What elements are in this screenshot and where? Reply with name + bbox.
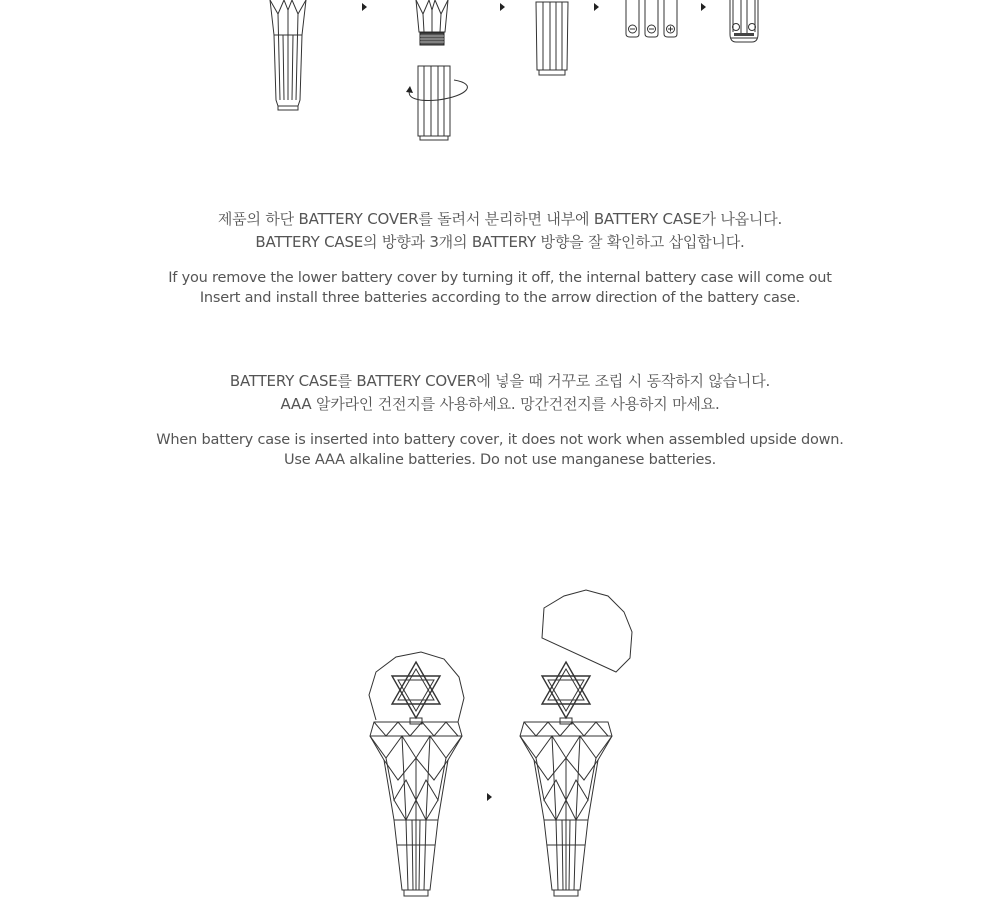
lightstick-assembled-illustration (366, 650, 466, 902)
lightstick-dome-removed-illustration (516, 650, 616, 902)
lightstick-cover-removed-illustration (414, 0, 450, 48)
battery-case-inserted-illustration (728, 0, 760, 46)
instruction-en-line-1: If you remove the lower battery cover by turning it off, the internal battery case will come out (168, 270, 832, 286)
step-arrow-icon (500, 3, 505, 11)
warning-en-line-1: When battery case is inserted into battery cover, it does not work when assembled upside down. (156, 432, 844, 448)
step-arrow-icon (487, 793, 492, 801)
warning-ko-line-2: AAA 알카라인 건전지를 사용하세요. 망간건전지를 사용하지 마세요. (280, 395, 720, 413)
batteries-illustration (624, 0, 680, 40)
instruction-ko-line-2: BATTERY CASE의 방향과 3개의 BATTERY 방향을 잘 확인하고 삽입합니다. (255, 233, 745, 251)
lightstick-lower-body-illustration (268, 0, 308, 110)
battery-cover-twist-illustration (404, 64, 474, 142)
battery-removal-instructions-en (0, 268, 1000, 308)
battery-warning-instructions-en (0, 430, 1000, 470)
battery-case-illustration (534, 0, 570, 78)
step-arrow-icon (594, 3, 599, 11)
warning-ko-line-1: BATTERY CASE를 BATTERY COVER에 넣을 때 거꾸로 조립 시 동작하지 않습니다. (229, 372, 771, 390)
instruction-ko-line-1: 제품의 하단 BATTERY COVER를 돌려서 분리하면 내부에 BATTERY CASE가 나옵니다. (217, 210, 783, 228)
battery-removal-instructions (0, 208, 1000, 254)
step-arrow-icon (362, 3, 367, 11)
battery-warning-instructions (0, 370, 1000, 416)
warning-en-line-2: Use AAA alkaline batteries. Do not use manganese batteries. (283, 452, 717, 468)
step-arrow-icon (701, 3, 706, 11)
instruction-en-line-2: Insert and install three batteries according to the arrow direction of the battery case. (199, 290, 801, 306)
